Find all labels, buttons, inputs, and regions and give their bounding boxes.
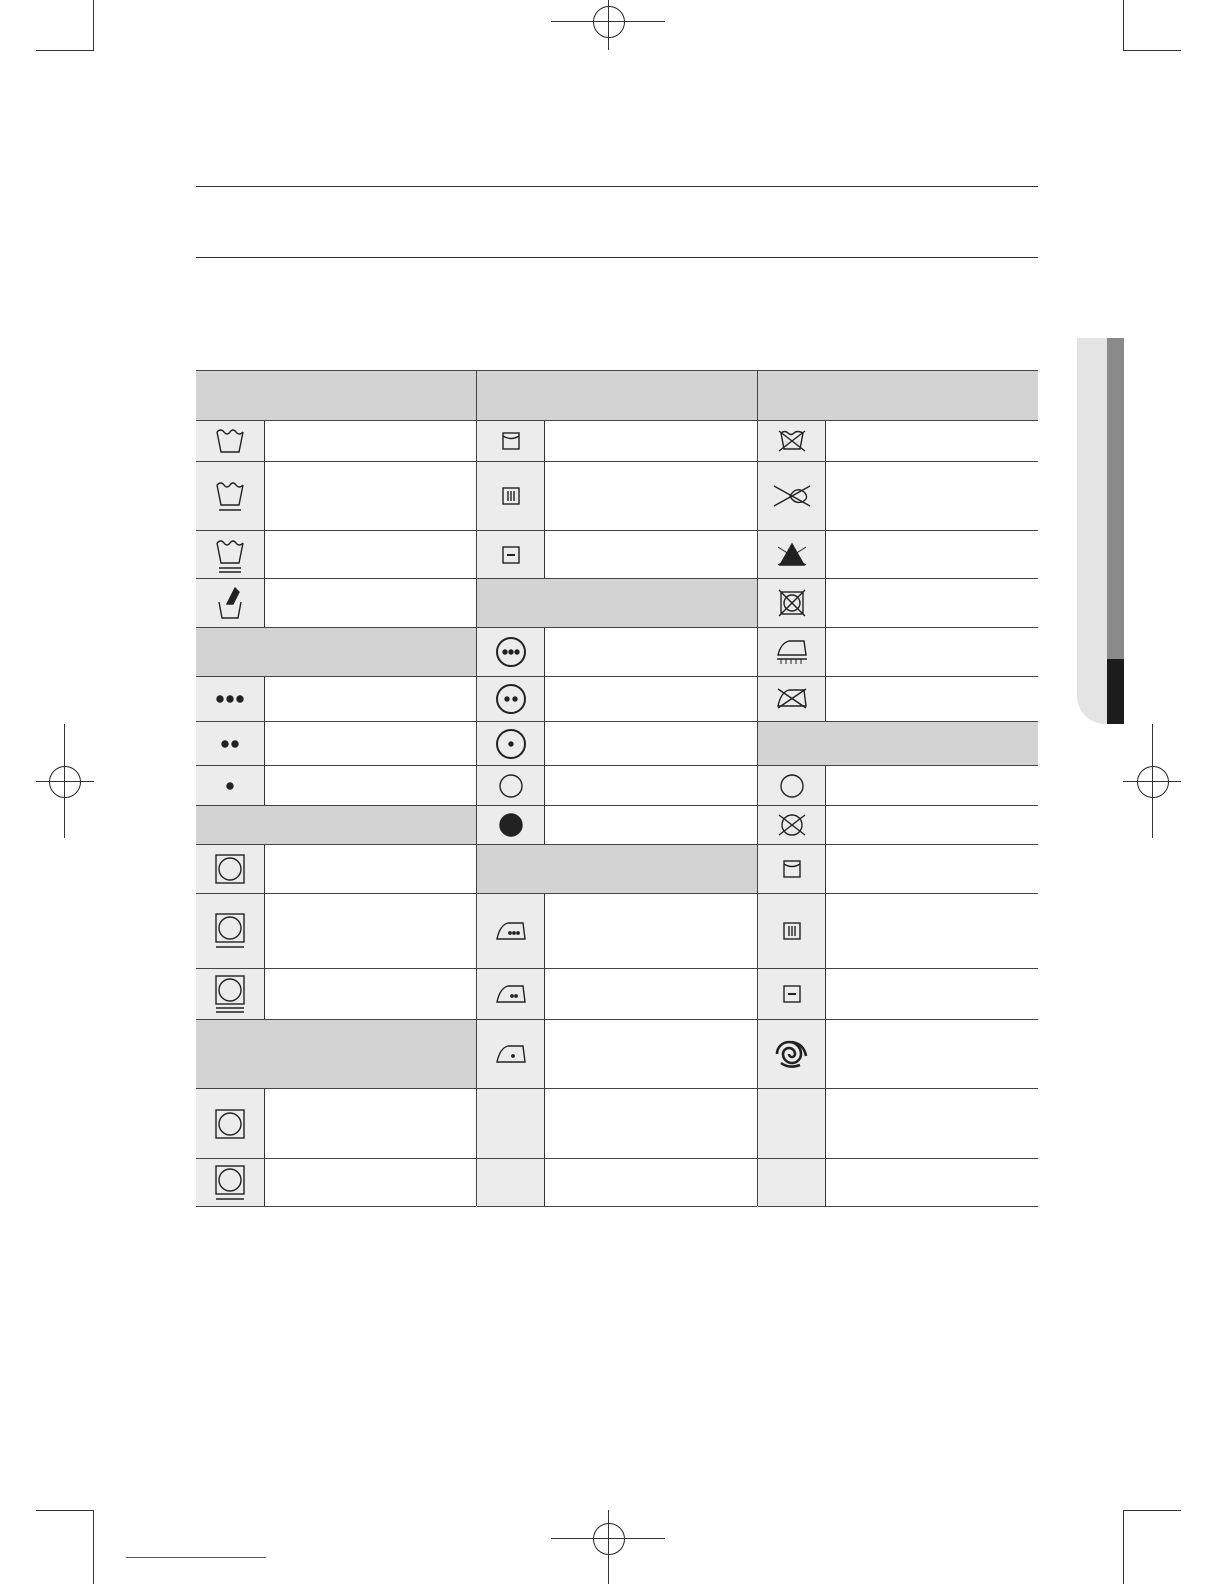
line-dry-icon: [500, 430, 522, 452]
symbol-cell: [758, 421, 826, 461]
tumble-dry-icon: [213, 852, 247, 886]
symbol-description: [545, 969, 757, 1019]
line-dry-icon: [781, 858, 803, 880]
tumble-dry-icon: [213, 1107, 247, 1141]
symbol-description: [826, 806, 1038, 844]
symbol-cell: [477, 462, 545, 530]
symbol-cell: [758, 628, 826, 676]
symbol-description: [545, 628, 757, 676]
do-not-iron-icon: [775, 686, 809, 712]
tumble-dry-double-bar-icon: [213, 973, 247, 1015]
section-header: [196, 628, 476, 676]
row-divider: [196, 1206, 476, 1207]
symbol-description: [826, 766, 1038, 805]
crop-mark: [36, 1510, 94, 1511]
symbol-description: [826, 969, 1038, 1019]
symbol-description: [545, 894, 757, 968]
symbol-description: [265, 579, 476, 627]
circle-three-dots-icon: [494, 635, 528, 669]
symbol-cell: [758, 969, 826, 1019]
crop-mark: [1123, 1510, 1124, 1584]
symbol-description: [545, 421, 757, 461]
iron-two-dots-icon: [494, 982, 528, 1006]
symbol-description: [545, 677, 757, 721]
woolmark-icon: [773, 1035, 811, 1073]
crop-mark: [36, 50, 94, 51]
crop-mark: [93, 1510, 94, 1584]
symbol-cell: [477, 531, 545, 578]
washtub-single-bar-icon: [213, 477, 247, 515]
row-divider: [477, 1206, 757, 1207]
symbol-cell: [477, 628, 545, 676]
circle-icon: [778, 772, 806, 800]
symbol-cell: [196, 462, 265, 530]
column-header: [477, 371, 757, 420]
symbol-description: [826, 579, 1038, 627]
symbol-cell: [196, 1159, 265, 1206]
crop-mark: [1123, 0, 1124, 50]
symbol-cell: [196, 677, 265, 721]
symbol-description: [545, 722, 757, 765]
symbol-description: [265, 969, 476, 1019]
symbol-cell: [196, 579, 265, 627]
symbol-cell: [758, 531, 826, 578]
section-header: [477, 845, 757, 893]
symbol-cell: [196, 421, 265, 461]
symbol-description: [545, 806, 757, 844]
symbol-description: [265, 1089, 476, 1158]
symbol-cell: [758, 1159, 826, 1206]
crop-mark: [1123, 1510, 1181, 1511]
three-dots-icon: [213, 692, 247, 706]
symbol-cell: [477, 894, 545, 968]
symbol-cell: [196, 894, 265, 968]
chapter-tab: [1077, 338, 1107, 724]
crop-mark: [93, 0, 94, 50]
do-not-bleach-icon: [775, 541, 809, 569]
tumble-dry-single-bar-icon: [213, 911, 247, 951]
symbol-description: [265, 894, 476, 968]
hand-wash-icon: [213, 584, 247, 622]
symbol-description: [545, 766, 757, 805]
tumble-dry-single-bar-icon: [213, 1163, 247, 1203]
two-dots-icon: [218, 737, 242, 751]
symbol-description: [265, 462, 476, 530]
symbol-cell: [758, 845, 826, 893]
symbol-cell: [477, 766, 545, 805]
symbol-cell: [196, 531, 265, 578]
washtub-double-bar-icon: [213, 535, 247, 575]
symbol-description: [826, 845, 1038, 893]
steam-iron-icon: [775, 637, 809, 667]
symbol-cell: [477, 1159, 545, 1206]
symbol-cell: [196, 766, 265, 805]
symbol-cell: [758, 894, 826, 968]
section-header: [196, 1020, 476, 1088]
crop-mark: [1123, 50, 1181, 51]
one-dot-icon: [223, 779, 237, 793]
symbol-description: [265, 677, 476, 721]
symbol-description: [265, 722, 476, 765]
symbol-description: [265, 1159, 476, 1206]
symbol-cell: [758, 806, 826, 844]
section-header: [477, 579, 757, 627]
symbol-cell: [758, 579, 826, 627]
symbol-cell: [196, 1089, 265, 1158]
chapter-tab-marker: [1107, 659, 1124, 724]
iron-one-dot-icon: [494, 1042, 528, 1066]
symbol-cell: [196, 845, 265, 893]
symbol-cell: [196, 722, 265, 765]
symbol-description: [826, 1020, 1038, 1088]
do-not-wring-icon: [770, 482, 814, 510]
do-not-wash-icon: [775, 427, 809, 455]
circle-two-dots-icon: [494, 682, 528, 716]
symbol-description: [826, 421, 1038, 461]
symbol-cell: [477, 1089, 545, 1158]
link-underline: [126, 1557, 266, 1558]
dry-flat-icon: [781, 983, 803, 1005]
symbol-description: [826, 462, 1038, 530]
row-divider: [758, 1206, 1038, 1207]
do-not-tumble-dry-icon: [777, 588, 807, 618]
symbol-cell: [758, 462, 826, 530]
drip-dry-icon: [500, 485, 522, 507]
section-header: [758, 722, 1038, 765]
circle-icon: [497, 772, 525, 800]
symbol-description: [826, 1159, 1038, 1206]
column-header: [196, 371, 476, 420]
symbol-cell: [196, 969, 265, 1019]
symbol-cell: [758, 1020, 826, 1088]
symbol-cell: [477, 1020, 545, 1088]
symbol-description: [545, 1020, 757, 1088]
symbol-description: [545, 462, 757, 530]
drip-dry-icon: [781, 920, 803, 942]
symbol-description: [826, 531, 1038, 578]
iron-three-dots-icon: [494, 919, 528, 943]
symbol-cell: [477, 677, 545, 721]
symbol-cell: [758, 677, 826, 721]
title-rule-top: [196, 186, 1038, 187]
symbol-description: [826, 677, 1038, 721]
dry-flat-icon: [500, 544, 522, 566]
symbol-description: [826, 1089, 1038, 1158]
symbol-description: [826, 894, 1038, 968]
symbol-description: [545, 1159, 757, 1206]
symbol-cell: [477, 969, 545, 1019]
symbol-description: [265, 766, 476, 805]
symbol-cell: [477, 722, 545, 765]
washtub-icon: [213, 424, 247, 458]
do-not-dry-clean-icon: [775, 811, 809, 839]
symbol-description: [265, 531, 476, 578]
title-rule-bottom: [196, 257, 1038, 258]
symbol-description: [545, 531, 757, 578]
symbol-cell: [477, 421, 545, 461]
symbol-cell: [477, 806, 545, 844]
symbol-cell: [758, 766, 826, 805]
column-header: [758, 371, 1038, 420]
chapter-tab-bar: [1107, 338, 1124, 659]
symbol-description: [545, 1089, 757, 1158]
symbol-description: [265, 845, 476, 893]
symbol-cell: [758, 1089, 826, 1158]
column-divider: [476, 370, 477, 1206]
symbol-description: [826, 628, 1038, 676]
column-divider: [757, 370, 758, 1206]
filled-circle-icon: [497, 811, 525, 839]
symbol-description: [265, 421, 476, 461]
circle-one-dot-icon: [494, 727, 528, 761]
section-header: [196, 806, 476, 844]
